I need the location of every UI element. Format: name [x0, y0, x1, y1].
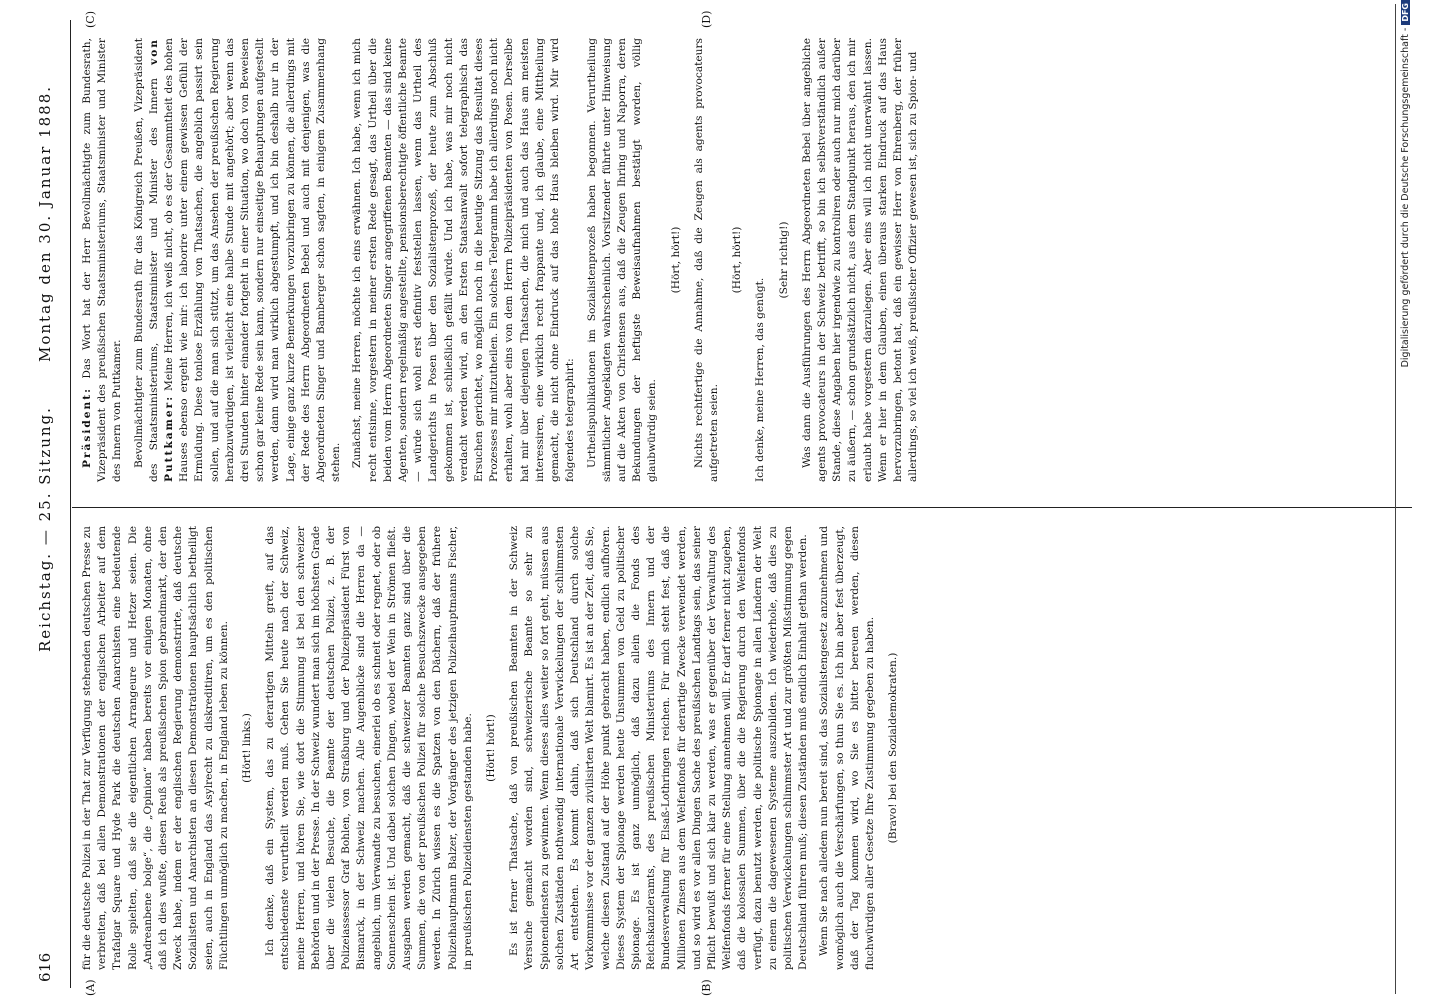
telegram-quote: Nichts rechtfertige die Annahme, daß die Zeugen als agents provocateurs aufgetreten seien.: [692, 38, 720, 482]
interjection: (Hört! hört!): [485, 714, 498, 782]
paragraph: Es ist ferner Thatsache, daß von preußischen Beamten in der Schweiz Versuche gemacht worden sind, schweizerische Beamte so sehr zu Spionendiensten zu gewinnen. Wenn dieses alles weiter so fort geht, müssen aus solchen Zuständen nothwendig internationale Verwickelungen der schlimmsten Art entstehen. Es kommt dahin, daß sich Deutschland durch solche Vorkommnisse vor der ganzen zivilisirten Welt blamirt. Es ist an der Zeit, daß Sie, welche diesen Zustand auf der Höhe punkt gebracht haben, endlich aufhören. Dieses System der Spionage werden heute Unsummen von Geld zu politischer Spionage. Es ist ganz unmöglich, daß dazu allein die Fonds des Reichskanzleramts, des preußischen Ministeriums des Innern und der Bundesverwaltung für Elsaß-Lothringen reichen. Für mich steht fest, daß die Millionen Zinsen aus dem Welfenfonds für derartige Zwecke verwendet werden, und so wird es vor allen Dingen Sache des preußischen Landtags sein, das seiner Pflicht bewußt und sich klar zu werden, was er gegenüber der Verwaltung des Welfenfonds ferner für eine Stellung annehmen will. Er darf ferner nicht zugeben, daß die kolossalen Summen, über die die Regierung durch den Welfenfonds verfügt, dazu benutzt werden, die politische Spionage in allen Ländern der Welt zu einem die dagewesenen Systeme auszubilden. Ich wiederhole, daß dies zu politischen Verwickelungen schlimmster Art und zur größten Mißstimmung gegen Deutschland führen muß; diesen Zuständen muß endlich Einhalt gethan werden.: [508, 526, 810, 970]
credit-text: Digitalisierung gefördert durch die Deutsche Forschungsgemeinschaft -: [1400, 27, 1411, 368]
president-label: Präsident:: [81, 386, 93, 468]
minister-paragraph: [132, 38, 345, 482]
interjection: (Sehr richtig!): [777, 221, 790, 299]
president-text: Das Wort hat der Herr Bevollmächtigte zum Bundesrath, Vizepräsident des preußischen Staatsministeriums, Staatsminister und Minister des Innern von Puttkamer.: [81, 38, 124, 482]
paragraph: Ich denke, daß ein System, das zu derartigen Mitteln greift, auf das entschiedenste verurtheilt werden muß. Gehen Sie heute nach der Schweiz, meine Herren, und hören Sie, wie dort die Stimmung ist bei den schweizer Behörden und in der Presse. In der Schweiz wundert man sich im höchsten Grade über die vielen Besuche, die Beamte der deutschen Polizei, z. B. der Polizeiassessor Graf Bohlen, von Straßburg und der Polizeipräsident Fürst von Bismarck, in der Schweiz machen. Alle Augenblicke sind die Herren da — angeblich, um Verwandte zu besuchen, einerlei ob es schneit oder regnet, oder ob Sonnenschein ist. Und dabei solchen Dingen, wobei der Wein in Strömen fließt. Ausgaben werden gemacht, daß die schweizer Beamten ganz sind über die Summen, die von der preußischen Polizei für solche Besuchszwecke ausgegeben werden. In Zürich wissen es die Spatzen von den Dächern, daß der frühere Polizeihauptmann Balzer, der Vorgänger des jetzigen Polizeihauptmanns Fischer, in preußischen Polizeidiensten gestanden habe.: [264, 526, 474, 970]
header-rule: [70, 20, 71, 988]
telegram-quote: Urtheilspublikationen im Sozialistenprozeß haben begonnen. Verurtheilung sämmtlicher Angeklagten wahrscheinlich. Vorsitzender führte unter Hinweisung auf die Akten von Christensen aus, daß die Zeugen Ihring und Naporra, deren Bekundungen der heftigste Beweisaufnahmen bestätigt worden, völlig glaubwürdig seien.: [585, 38, 659, 482]
credit-text-wrap: [1400, 0, 1411, 1000]
president-paragraph: [80, 38, 126, 482]
digitization-credit: [1398, 0, 1422, 1000]
column-divider: [72, 507, 1412, 508]
dfg-logo: DFG: [1401, 0, 1410, 25]
right-column: [80, 38, 927, 482]
minister-name: von Puttkamer:: [147, 37, 176, 482]
running-header: [36, 22, 66, 982]
paragraph: Was dann die Ausführungen des Herrn Abgeordneten Bebel über angebliche agents provocateurs in der Schweiz betrifft, so bin ich selbstverständlich außer Stande, diese Angaben hier irgendwie zu kontroliren oder auch nur mich darüber zu äußern, — schon grundsätzlich nicht, aus dem Standpunkt heraus, den ich mir erlaubt habe vorgestern darzulegen. Aber eins will ich nicht unerwähnt lassen. Wenn er hier in dem Glauben, einen überaus starken Eindruck auf das Haus hervorzubringen, betont hat, daß ein gewisser Herr von Ehrenberg, der früher allerdings, so viel ich weiß, preußischer Offizier gewesen ist, sich zu Spion- und: [800, 38, 920, 482]
paragraph: Meine Herren, ich weiß nicht, ob es der Gesammtheit des hohen Hauses ebenso ergeht wie mir: ich laborire unter einem gewissen Gefühl der Ermüdung. Diese tonlose Erzählung von Thatsachen, die angeblich passirt sein sollen, und auf die man sich stützt, um das Ansehen der preußischen Regierung herabzuwürdigen, ist vielleicht eine halbe Stunde mit angehört; aber wenn das drei Stunden hinter einander fortgeht in einer Situation, wo doch von Beweisen schon gar keine Rede sein kann, sondern nur einseitige Behauptungen aufgestellt werden, dann wird man wirklich abgestumpft, und ich bin deshalb nur in der Lage, einige ganz kurze Bemerkungen vorzubringen zu können, die allerdings mit der Rede des Herrn Abgeordneten Bebel und auch mit denjenigen, was die Abgeordneten Singer und Bamberger schon sagten, in einigem Zusammenhang stehen.: [163, 38, 343, 482]
interjection: (Hört, hört!): [669, 226, 682, 294]
margin-mark-d: (D): [700, 10, 713, 28]
paragraph: Ich denke, meine Herren, das genügt.: [754, 277, 767, 482]
margin-mark-c: (C): [84, 11, 97, 28]
margin-mark-b: (B): [700, 979, 713, 996]
paragraph: Wenn Sie nach alledem nun bereit sind, das Sozialistengesetz anzunehmen und womöglich auch die Verschärfungen, so thun Sie es. Ich bin aber fest überzeugt, daß der Tag kommen wird, wo Sie es bitter bereuen werden, diesen fluchwürdigen aller Gesetze Ihre Zustimmung gegeben zu haben.: [818, 526, 876, 970]
header-right: Montag den 30. Januar 1888.: [36, 84, 54, 362]
left-column: [80, 526, 909, 970]
paragraph: für die deutsche Polizei in der That zur Verfügung stehenden deutschen Presse zu verbreiten, daß bei allen Demonstrationen der englischen Arbeiter auf dem Trafalgar Square und Hyde Park die deutschen Anarchisten eine bedeutende Rolle spielten, daß sie die eigentlichen Arrangeure und Hetzer seien. Die „Andreanbene bolge“, die „Opinion“ haben bereits vor einigen Monaten, ohne daß ich dies wußte, diesen Reuß als preußischen Spion gebrandmarkt, der den Zweck habe, indem er der englischen Regierung demonstrirte, daß deutsche Sozialisten und Anarchisten an diesen Demonstrationen hauptsächlich betheiligt seien, auch in England das Asylrecht zu diskreditiren, um es den politischen Flüchtlingen unmöglich zu machen, in England leben zu können.: [81, 526, 230, 970]
margin-mark-a: (A): [84, 979, 97, 996]
paragraph: Zunächst, meine Herren, möchte ich eins erwähnen. Ich habe, wenn ich mich recht entsinne, vorgestern in meiner ersten Rede gesagt, das Urtheil über die beiden vom Herrn Abgeordneten Singer angegriffenen Beamten — das sind keine Agenten, sondern regelmäßig angestellte, pensionsberechtigte öffentliche Beamte — würde sich wohl erst definitiv feststellen lassen, wenn das Urtheil des Landgerichts in Posen über den Sozialistenprozeß, der heute zum Abschluß gekommen ist, schließlich gefällt würde. Und ich habe, was mir noch nicht verdacht werden wird, an den Ersten Staatsanwalt sofort telegraphisch das Ersuchen gerichtet, wo möglich noch in die heutige Sitzung das Resultat dieses Prozesses mir mitzutheilen. Ein solches Telegramm habe ich allerdings noch nicht erhalten, wohl aber eins von dem Herrn Polizeipräsidenten von Posen. Derselbe hat mir über diejenigen Thatsachen, die mich und auch das Haus am meisten interessiren, eine wirklich recht frappante und, ich glaube, eine Mittheilung gemacht, die nicht ohne Eindruck auf das hohe Haus bleiben wird. Mir wird folgendes telegraphirt:: [351, 38, 577, 482]
page-number: 616: [36, 952, 54, 982]
minister-label: Bevollmächtigter zum Bundesrath für das Königreich Preußen, Vizepräsident des Staatsministeriums, Staatsminister und Minister des Innern: [132, 38, 160, 482]
credit-rule: [1395, 4, 1396, 994]
header-left: Reichstag. — 25. Sitzung.: [36, 406, 54, 652]
interjection: (Bravo! bei den Sozialdemokraten.): [887, 652, 900, 844]
interjection: (Hört! links.): [241, 713, 254, 783]
interjection: (Hört, hört!): [731, 226, 744, 294]
